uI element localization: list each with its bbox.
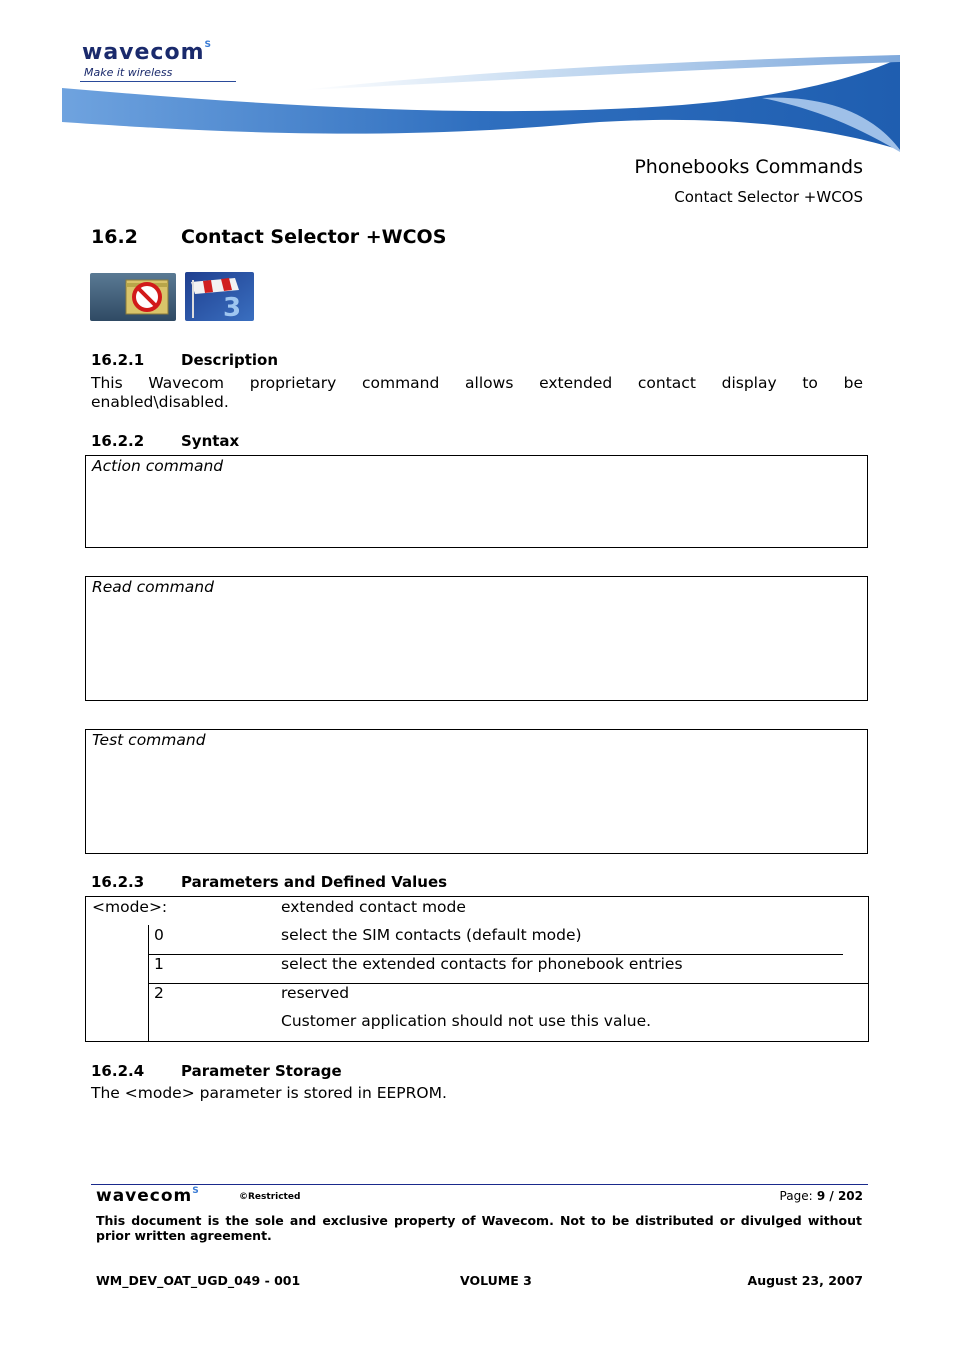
storage-number: 16.2.4 (91, 1062, 145, 1080)
windsock-3-icon (185, 272, 254, 321)
no-entry-sign-icon (90, 273, 176, 321)
value-1: 1 (154, 955, 164, 973)
page-current: 9 (816, 1189, 826, 1203)
page-total: 202 (837, 1189, 863, 1203)
syntax-title: Syntax (181, 432, 240, 450)
footer-document-id: WM_DEV_OAT_UGD_049 - 001 (96, 1273, 301, 1288)
param-description: extended contact mode (281, 898, 466, 916)
logo-tagline: Make it wireless (84, 66, 173, 79)
header-swoosh-graphic (62, 50, 900, 160)
footer-legal-note: This document is the sole and exclusive property of Wavecom. Not to be distributed or divulged without prior written agreement. (96, 1213, 862, 1243)
value-2-note: Customer application should not use this value. (281, 1012, 652, 1030)
logo-mark-icon: S (204, 40, 212, 50)
header-section-title: Phonebooks Commands (634, 156, 863, 178)
header-section-subtitle: Contact Selector +WCOS (674, 188, 863, 206)
footer-wavecom-logo (96, 1186, 200, 1206)
section-heading (91, 226, 446, 248)
footer-logo-text: wavecom (96, 1186, 193, 1206)
value-0: 0 (154, 926, 164, 944)
storage-title: Parameter Storage (181, 1062, 342, 1080)
test-command-label: Test command (92, 731, 206, 749)
footer-rule (91, 1184, 868, 1185)
footer-logo-mark-icon: S (192, 1186, 200, 1196)
description-number: 16.2.1 (91, 351, 145, 369)
footer-date: August 23, 2007 (747, 1273, 863, 1288)
action-command-label: Action command (92, 457, 224, 475)
description-line-1: This Wavecom proprietary command allows extended contact display to be (91, 374, 863, 392)
param-name: <mode>: (92, 898, 168, 916)
section-number: 16.2 (91, 226, 138, 248)
section-title: Contact Selector +WCOS (181, 226, 447, 248)
description-title: Description (181, 351, 279, 369)
description-heading (91, 351, 278, 369)
parameters-number: 16.2.3 (91, 873, 145, 891)
storage-text: The <mode> parameter is stored in EEPROM. (91, 1084, 447, 1102)
logo-text: wavecom (82, 40, 205, 65)
parameters-table (85, 896, 869, 1042)
storage-heading (91, 1062, 342, 1080)
action-command-box (85, 455, 868, 548)
value-2-description: reserved (281, 984, 350, 1002)
footer-restricted: ©Restricted (239, 1192, 301, 1202)
parameters-heading (91, 873, 447, 891)
value-1-description: select the extended contacts for phonebook entries (281, 955, 683, 973)
value-0-description: select the SIM contacts (default mode) (281, 926, 582, 944)
syntax-number: 16.2.2 (91, 432, 145, 450)
footer-page-number (780, 1189, 863, 1203)
read-command-label: Read command (92, 578, 214, 596)
tagline-underline (80, 81, 236, 82)
page-label: Page: (779, 1189, 813, 1203)
page-separator: / (829, 1189, 834, 1203)
table-divider-row-2 (148, 983, 868, 984)
footer-volume: VOLUME 3 (460, 1273, 532, 1288)
badge-number: 3 (223, 293, 242, 321)
syntax-heading (91, 432, 239, 450)
read-command-box (85, 576, 868, 701)
test-command-box (85, 729, 868, 854)
description-line-2: enabled\disabled. (91, 393, 229, 411)
parameters-title: Parameters and Defined Values (181, 873, 448, 891)
wavecom-logo (82, 40, 212, 65)
value-2: 2 (154, 984, 164, 1002)
